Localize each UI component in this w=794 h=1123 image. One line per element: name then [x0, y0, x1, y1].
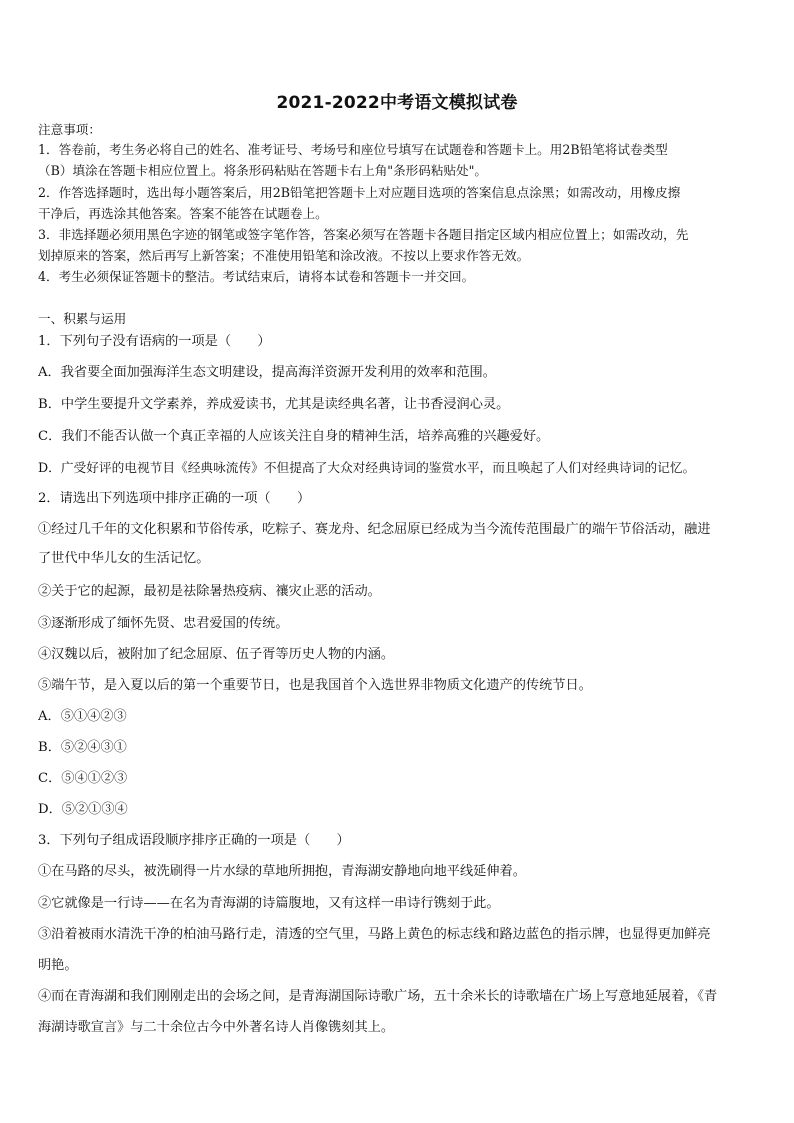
question-3-sentence: ③沿着被雨水清洗干净的柏油马路行走，清透的空气里，马路上黄色的标志线和路边蓝色的指示牌，也显得更加鲜亮 [38, 927, 711, 942]
question-2-sentence: ①经过几千年的文化积累和节俗传承，吃粽子、赛龙舟、纪念屈原已经成为当今流传范围最广的端午节俗活动，融进 [38, 522, 711, 537]
notice-line: 3．非选择题必须用黑色字迹的钢笔或签字笔作答，答案必须写在答题卡各题目指定区域内相应位置上；如需改动，先 [38, 227, 689, 242]
notice-line: 干净后，再选涂其他答案。答案不能答在试题卷上。 [38, 206, 328, 221]
section-heading: 一、积累与运用 [38, 311, 127, 326]
question-3-sentence: ①在马路的尽头，被洗刷得一片水绿的草地所拥抱，青海湖安静地向地平线延伸着。 [38, 864, 526, 879]
question-1-option-d: D．广受好评的电视节目《经典咏流传》不但提高了大众对经典诗词的鉴赏水平，而且唤起了人们对经典诗词的记忆。 [38, 460, 696, 475]
question-2-option-a: A．⑤①④②③ [38, 709, 127, 724]
question-2-sentence: ③逐渐形成了缅怀先贤、忠君爱国的传统。 [38, 616, 289, 631]
notice-line: 1．答卷前，考生务必将自己的姓名、准考证号、考场号和座位号填写在试题卷和答题卡上。用2B铅笔将试卷类型 [38, 142, 668, 157]
question-2-option-c: C．⑤④①②③ [38, 771, 128, 786]
question-3-sentence: 明艳。 [38, 958, 78, 973]
notice-line: 划掉原来的答案，然后再写上新答案；不准使用铅笔和涂改液。不按以上要求作答无效。 [38, 248, 530, 263]
question-2-option-b: B．⑤②④③① [38, 740, 127, 755]
question-1-option-a: A．我省要全面加强海洋生态文明建设，提高海洋资源开发利用的效率和范围。 [38, 365, 496, 380]
question-1-option-c: C．我们不能否认做一个真正幸福的人应该关注自身的精神生活，培养高雅的兴趣爱好。 [38, 429, 550, 444]
question-2-option-d: D．⑤②①③④ [38, 802, 128, 817]
question-2-sentence: ④汉魏以后，被附加了纪念屈原、伍子胥等历史人物的内涵。 [38, 647, 395, 662]
question-1-option-b: B．中学生要提升文学素养，养成爱读书，尤其是读经典名著，让书香浸润心灵。 [38, 397, 510, 412]
question-3-stem: 3．下列句子组成语段顺序排序正确的一项是（ ） [38, 833, 350, 848]
notice-line: 2．作答选择题时，选出每小题答案后，用2B铅笔把答题卡上对应题目选项的答案信息点涂黑；如需改动，用橡皮擦 [38, 185, 681, 200]
question-2-sentence: ⑤端午节，是入夏以后的第一个重要节日，也是我国首个入选世界非物质文化遗产的传统节日。 [38, 678, 592, 693]
question-3-sentence: ②它就像是一行诗——在名为青海湖的诗篇腹地，又有这样一串诗行镌刻于此。 [38, 896, 500, 911]
notice-line: 4．考生必须保证答题卡的整洁。考试结束后，请将本试卷和答题卡一并交回。 [38, 269, 475, 284]
question-3-sentence: 海湖诗歌宣言》与二十余位古今中外著名诗人肖像镌刻其上。 [38, 1020, 395, 1035]
question-2-sentence: ②关于它的起源，最初是祛除暑热疫病、禳灾止恶的活动。 [38, 584, 381, 599]
question-2-sentence: 了世代中华儿女的生活记忆。 [38, 551, 210, 566]
question-2-stem: 2．请选出下列选项中排序正确的一项（ ） [38, 491, 311, 506]
question-3-sentence: ④而在青海湖和我们刚刚走出的会场之间，是青海湖国际诗歌广场，五十余米长的诗歌墙在广场上写意地延展着，《青 [38, 989, 718, 1004]
question-1-stem: 1．下列句子没有语病的一项是（ ） [38, 334, 271, 349]
notice-line: （B）填涂在答题卡相应位置上。将条形码粘贴在答题卡右上角"条形码粘贴处"。 [38, 163, 488, 178]
page-title: 2021-2022中考语文模拟试卷 [276, 93, 518, 113]
notice-heading: 注意事项： [38, 122, 101, 137]
